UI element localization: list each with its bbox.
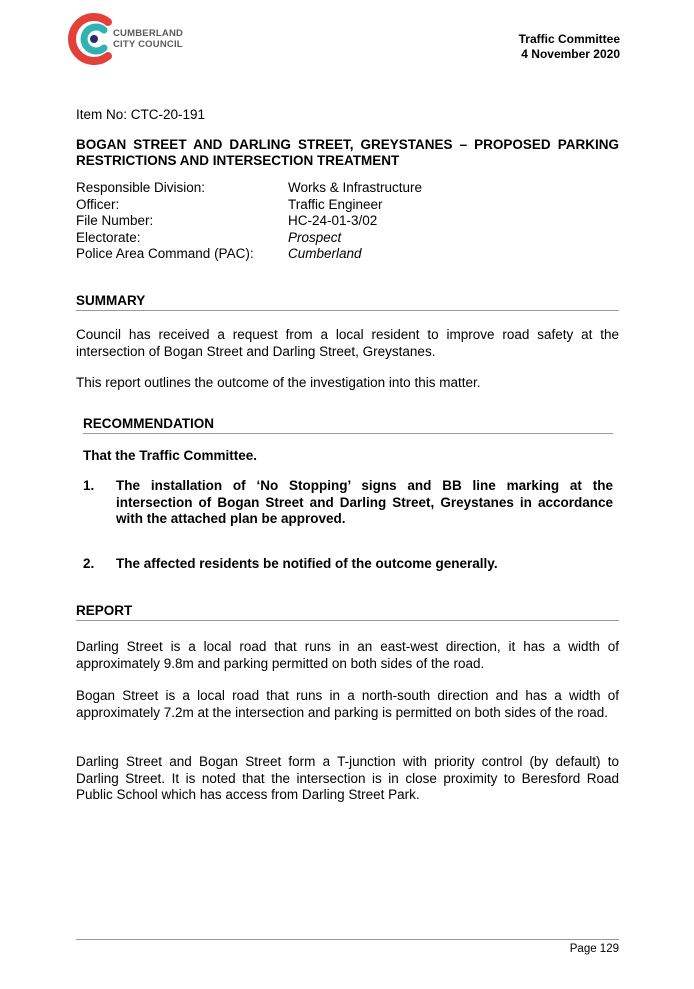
report-heading: REPORT (76, 603, 619, 621)
item-number: Item No: CTC-20-191 (76, 107, 206, 122)
logo-wordmark (113, 28, 183, 50)
report-title: BOGAN STREET AND DARLING STREET, GREYSTANES – PROPOSED PARKING RESTRICTIONS AND INTERSECTION TREATMENT (76, 137, 619, 168)
meta-row (76, 197, 422, 214)
committee-name: Traffic Committee (518, 32, 620, 46)
meta-key: Responsible Division: (76, 180, 206, 195)
meta-key: Police Area Command (PAC): (76, 246, 254, 261)
meta-key: Electorate: (76, 229, 141, 245)
summary-paragraph: This report outlines the outcome of the investigation into this matter. (76, 375, 481, 390)
footer-divider (76, 939, 619, 940)
report-metadata (76, 180, 422, 263)
meta-value: Traffic Engineer (288, 196, 383, 212)
recommendation-text: The installation of ‘No Stopping’ signs and BB line marking at the intersection of Bogan Street and Darling Street, Greystanes in accordance with the attached plan be approved. (116, 478, 613, 526)
recommendation-intro: That the Traffic Committee. (83, 448, 258, 463)
recommendation-item (83, 556, 613, 573)
recommendation-number: 1. (83, 478, 95, 493)
logo-line-2: CITY COUNCIL (113, 39, 183, 50)
meta-value: Cumberland (288, 246, 362, 261)
report-paragraph: Darling Street is a local road that runs in an east-west direction, it has a width of approximately 9.8m and parking permitted on both sides of the road. (76, 639, 619, 671)
meta-value: Prospect (288, 229, 342, 245)
meta-value: Works & Infrastructure (288, 180, 423, 195)
meta-row (76, 230, 422, 247)
report-paragraph: Darling Street and Bogan Street form a T-junction with priority control (by default) to Darling Street. It is noted that the intersection is in close proximity to Beresford Road Public School which has access from Darling Street Park. (76, 754, 619, 802)
page-number: Page 129 (569, 943, 619, 955)
logo-line-1: CUMBERLAND (113, 28, 184, 39)
meta-value: HC-24-01-3/02 (288, 213, 378, 228)
meta-key: File Number: (76, 213, 154, 228)
summary-paragraph: Council has received a request from a local resident to improve road safety at the intersection of Bogan Street and Darling Street, Greystanes. (76, 327, 619, 359)
meta-row (76, 180, 422, 197)
recommendation-heading: RECOMMENDATION (83, 416, 613, 434)
meta-key: Officer: (76, 196, 120, 212)
council-logo (68, 13, 228, 65)
meeting-date: 4 November 2020 (521, 47, 620, 61)
report-paragraph: Bogan Street is a local road that runs in a north-south direction and has a width of approximately 7.2m at the intersection and parking is permitted on both sides of the road. (76, 688, 619, 720)
meta-row (76, 213, 422, 230)
recommendation-number: 2. (83, 556, 95, 571)
recommendation-text: The affected residents be notified of the outcome generally. (116, 556, 498, 571)
recommendation-item (83, 478, 613, 528)
header-meeting-info (519, 32, 620, 62)
summary-heading: SUMMARY (76, 293, 619, 311)
meta-row (76, 246, 422, 263)
